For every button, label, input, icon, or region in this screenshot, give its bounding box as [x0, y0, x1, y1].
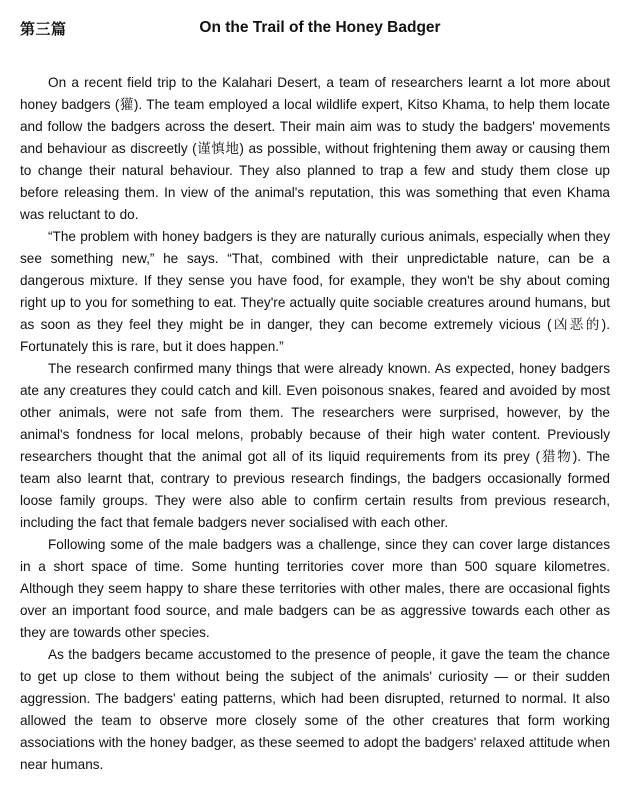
page-header: [20, 14, 610, 42]
page-title: On the Trail of the Honey Badger: [199, 19, 441, 36]
paragraph: On a recent field trip to the Kalahari Desert, a team of researchers learnt a lot more about honey badgers (獾). The team employed a local wildlife expert, Kitso Khama, to help them locate and follow the badgers across the desert. Their main aim was to study the badgers' movements and behaviour as discreetly (谨慎地) as possible, without frightening them away or causing them to change their natural behaviour. They also planned to trap a few and study them close up before releasing them. In view of the animal's reputation, this was something that even Khama was reluctant to do.: [20, 75, 610, 222]
paragraph: The research confirmed many things that were already known. As expected, honey badgers ate any creatures they could catch and kill. Even poisonous snakes, feared and avoided by most other animals, were not safe from them. The researchers were surprised, however, by the animal's fondness for local melons, probably because of their high water content. Previously researchers thought that the animal got all of its liquid requirements from its prey (猎物). The team also learnt that, contrary to previous research findings, the badgers occasionally formed loose family groups. They were also able to confirm certain results from previous research, including the fact that female badgers never socialised with each other.: [20, 361, 610, 530]
section-label: 第三篇: [20, 20, 67, 38]
paragraph: “The problem with honey badgers is they are naturally curious animals, especially when they see something new,” he says. “That, combined with their unpredictable nature, can be a dangerous mixture. If they sense you have food, for example, they won't be shy about coming right up to you for something to eat. They're actually quite sociable creatures around humans, but as soon as they feel they might be in danger, they can become extremely vicious (凶恶的). Fortunately this is rare, but it does happen.”: [20, 229, 610, 354]
article-body: [20, 72, 610, 776]
paragraph: Following some of the male badgers was a challenge, since they can cover large distances in a short space of time. Some hunting territories cover more than 500 square kilometres. Although they seem happy to share these territories with other males, there are occasional fights over an important food source, and male badgers can be as aggressive towards each other as they are towards other species.: [20, 537, 610, 640]
paragraph: As the badgers became accustomed to the presence of people, it gave the team the chance to get up close to them without being the subject of the animals' curiosity — or their sudden aggression. The badgers' eating patterns, which had been disrupted, returned to normal. It also allowed the team to observe more closely some of the other creatures that form working associations with the honey badger, as these seemed to adopt the badgers' relaxed attitude when near humans.: [20, 647, 610, 772]
